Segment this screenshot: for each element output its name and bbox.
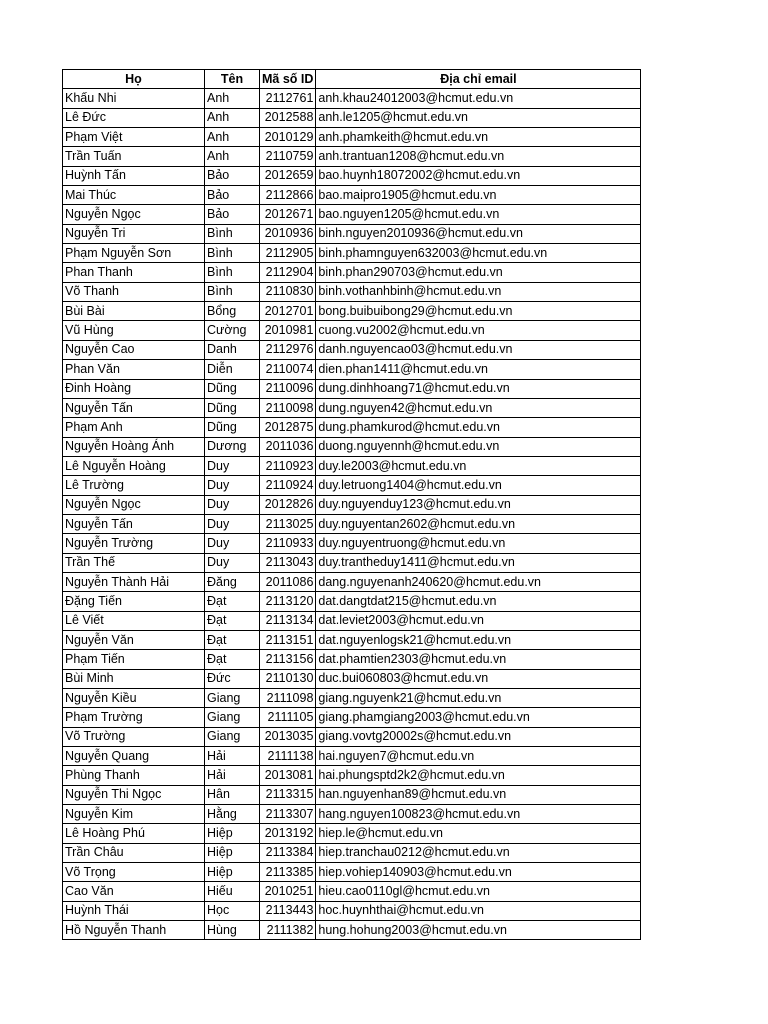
table-row xyxy=(63,360,641,379)
table-row xyxy=(63,650,641,669)
cell-id: 2110933 xyxy=(260,534,316,553)
cell-id: 2112904 xyxy=(260,263,316,282)
cell-ho: Bùi Bài xyxy=(63,302,205,321)
cell-ten: Anh xyxy=(205,89,260,108)
cell-id: 2111138 xyxy=(260,747,316,766)
cell-ten: Dũng xyxy=(205,418,260,437)
table-row xyxy=(63,205,641,224)
table-row xyxy=(63,224,641,243)
header-email: Địa chỉ email xyxy=(316,70,641,89)
cell-id: 2111098 xyxy=(260,689,316,708)
cell-ho: Nguyễn Tri xyxy=(63,224,205,243)
cell-id: 2110096 xyxy=(260,379,316,398)
cell-id: 2013192 xyxy=(260,824,316,843)
cell-email: hiep.le@hcmut.edu.vn xyxy=(316,824,641,843)
cell-ten: Hằng xyxy=(205,805,260,824)
cell-email: bao.nguyen1205@hcmut.edu.vn xyxy=(316,205,641,224)
header-ho: Họ xyxy=(63,70,205,89)
cell-ho: Phạm Nguyễn Sơn xyxy=(63,244,205,263)
cell-ten: Hân xyxy=(205,785,260,804)
cell-id: 2110098 xyxy=(260,398,316,417)
cell-email: hiep.tranchau0212@hcmut.edu.vn xyxy=(316,843,641,862)
cell-email: dat.dangtdat215@hcmut.edu.vn xyxy=(316,592,641,611)
table-row xyxy=(63,630,641,649)
cell-ten: Hùng xyxy=(205,921,260,940)
cell-ho: Lê Đức xyxy=(63,108,205,127)
cell-id: 2111382 xyxy=(260,921,316,940)
cell-email: binh.vothanhbinh@hcmut.edu.vn xyxy=(316,282,641,301)
cell-id: 2113443 xyxy=(260,901,316,920)
cell-id: 2011036 xyxy=(260,437,316,456)
cell-email: binh.phamnguyen632003@hcmut.edu.vn xyxy=(316,244,641,263)
cell-id: 2113025 xyxy=(260,514,316,533)
cell-email: hai.nguyen7@hcmut.edu.vn xyxy=(316,747,641,766)
table-row xyxy=(63,882,641,901)
cell-email: danh.nguyencao03@hcmut.edu.vn xyxy=(316,340,641,359)
cell-ho: Lê Hoàng Phú xyxy=(63,824,205,843)
table-row xyxy=(63,689,641,708)
cell-email: hang.nguyen100823@hcmut.edu.vn xyxy=(316,805,641,824)
student-email-table xyxy=(62,69,641,940)
table-row xyxy=(63,669,641,688)
cell-email: bong.buibuibong29@hcmut.edu.vn xyxy=(316,302,641,321)
table-row xyxy=(63,379,641,398)
cell-ho: Phạm Anh xyxy=(63,418,205,437)
cell-id: 2110130 xyxy=(260,669,316,688)
table-row xyxy=(63,592,641,611)
cell-id: 2110074 xyxy=(260,360,316,379)
cell-ho: Trần Thế xyxy=(63,553,205,572)
cell-ten: Bình xyxy=(205,224,260,243)
cell-email: dung.nguyen42@hcmut.edu.vn xyxy=(316,398,641,417)
cell-id: 2012659 xyxy=(260,166,316,185)
cell-email: anh.le1205@hcmut.edu.vn xyxy=(316,108,641,127)
cell-ten: Đạt xyxy=(205,630,260,649)
cell-id: 2113384 xyxy=(260,843,316,862)
cell-email: duy.le2003@hcmut.edu.vn xyxy=(316,456,641,475)
cell-ho: Nguyễn Tấn xyxy=(63,398,205,417)
cell-id: 2013081 xyxy=(260,766,316,785)
cell-email: bao.maipro1905@hcmut.edu.vn xyxy=(316,186,641,205)
cell-ten: Đức xyxy=(205,669,260,688)
cell-ho: Nguyễn Hoàng Ánh xyxy=(63,437,205,456)
cell-email: giang.nguyenk21@hcmut.edu.vn xyxy=(316,689,641,708)
cell-email: dat.leviet2003@hcmut.edu.vn xyxy=(316,611,641,630)
cell-ten: Hiệp xyxy=(205,843,260,862)
cell-ho: Nguyễn Cao xyxy=(63,340,205,359)
cell-id: 2113307 xyxy=(260,805,316,824)
cell-email: duy.nguyenduy123@hcmut.edu.vn xyxy=(316,495,641,514)
cell-ho: Hồ Nguyễn Thanh xyxy=(63,921,205,940)
cell-ho: Võ Thanh xyxy=(63,282,205,301)
cell-ten: Anh xyxy=(205,128,260,147)
table-row xyxy=(63,553,641,572)
cell-ho: Nguyễn Văn xyxy=(63,630,205,649)
cell-email: dien.phan1411@hcmut.edu.vn xyxy=(316,360,641,379)
cell-ho: Phan Thanh xyxy=(63,263,205,282)
cell-id: 2112866 xyxy=(260,186,316,205)
table-row xyxy=(63,302,641,321)
cell-id: 2113043 xyxy=(260,553,316,572)
cell-ten: Giang xyxy=(205,708,260,727)
cell-ten: Bổng xyxy=(205,302,260,321)
cell-ten: Hiệp xyxy=(205,863,260,882)
cell-id: 2010981 xyxy=(260,321,316,340)
cell-ten: Học xyxy=(205,901,260,920)
table-row xyxy=(63,186,641,205)
cell-id: 2113120 xyxy=(260,592,316,611)
cell-ten: Hiếu xyxy=(205,882,260,901)
table-row xyxy=(63,863,641,882)
table-row xyxy=(63,418,641,437)
cell-ten: Cường xyxy=(205,321,260,340)
cell-ten: Anh xyxy=(205,108,260,127)
cell-ho: Nguyễn Quang xyxy=(63,747,205,766)
cell-ho: Trần Tuấn xyxy=(63,147,205,166)
cell-ho: Võ Trọng xyxy=(63,863,205,882)
table-row xyxy=(63,727,641,746)
cell-id: 2011086 xyxy=(260,572,316,591)
cell-id: 2010936 xyxy=(260,224,316,243)
cell-ho: Mai Thúc xyxy=(63,186,205,205)
table-row xyxy=(63,824,641,843)
table-row xyxy=(63,456,641,475)
cell-ho: Lê Viết xyxy=(63,611,205,630)
cell-ho: Phùng Thanh xyxy=(63,766,205,785)
table-row xyxy=(63,747,641,766)
cell-email: dat.nguyenlogsk21@hcmut.edu.vn xyxy=(316,630,641,649)
cell-id: 2110759 xyxy=(260,147,316,166)
table-row xyxy=(63,921,641,940)
cell-ten: Bình xyxy=(205,263,260,282)
cell-email: dang.nguyenanh240620@hcmut.edu.vn xyxy=(316,572,641,591)
cell-ho: Nguyễn Ngọc xyxy=(63,495,205,514)
cell-ho: Nguyễn Thành Hải xyxy=(63,572,205,591)
table-row xyxy=(63,128,641,147)
cell-ho: Vũ Hùng xyxy=(63,321,205,340)
cell-email: cuong.vu2002@hcmut.edu.vn xyxy=(316,321,641,340)
cell-ten: Bảo xyxy=(205,166,260,185)
cell-id: 2010251 xyxy=(260,882,316,901)
table-row xyxy=(63,495,641,514)
cell-ho: Trần Châu xyxy=(63,843,205,862)
cell-id: 2012826 xyxy=(260,495,316,514)
cell-email: hoc.huynhthai@hcmut.edu.vn xyxy=(316,901,641,920)
cell-email: binh.phan290703@hcmut.edu.vn xyxy=(316,263,641,282)
cell-ten: Bình xyxy=(205,244,260,263)
cell-ten: Duy xyxy=(205,553,260,572)
cell-email: han.nguyenhan89@hcmut.edu.vn xyxy=(316,785,641,804)
cell-ten: Bảo xyxy=(205,186,260,205)
table-row xyxy=(63,476,641,495)
table-row xyxy=(63,89,641,108)
cell-ten: Anh xyxy=(205,147,260,166)
cell-id: 2113151 xyxy=(260,630,316,649)
cell-ten: Đăng xyxy=(205,572,260,591)
table-row xyxy=(63,108,641,127)
cell-ten: Đạt xyxy=(205,611,260,630)
cell-email: anh.phamkeith@hcmut.edu.vn xyxy=(316,128,641,147)
cell-email: duy.trantheduy1411@hcmut.edu.vn xyxy=(316,553,641,572)
table-row xyxy=(63,534,641,553)
cell-ten: Duy xyxy=(205,476,260,495)
cell-email: dung.dinhhoang71@hcmut.edu.vn xyxy=(316,379,641,398)
cell-id: 2012588 xyxy=(260,108,316,127)
cell-id: 2113134 xyxy=(260,611,316,630)
cell-ho: Phạm Việt xyxy=(63,128,205,147)
cell-id: 2013035 xyxy=(260,727,316,746)
cell-id: 2112905 xyxy=(260,244,316,263)
cell-email: giang.phamgiang2003@hcmut.edu.vn xyxy=(316,708,641,727)
cell-email: duy.nguyentan2602@hcmut.edu.vn xyxy=(316,514,641,533)
cell-ho: Phan Văn xyxy=(63,360,205,379)
table-row xyxy=(63,766,641,785)
cell-email: duong.nguyennh@hcmut.edu.vn xyxy=(316,437,641,456)
cell-email: anh.khau24012003@hcmut.edu.vn xyxy=(316,89,641,108)
cell-email: duy.letruong1404@hcmut.edu.vn xyxy=(316,476,641,495)
cell-id: 2010129 xyxy=(260,128,316,147)
cell-ten: Đạt xyxy=(205,650,260,669)
cell-email: dat.phamtien2303@hcmut.edu.vn xyxy=(316,650,641,669)
cell-ho: Lê Nguyễn Hoàng xyxy=(63,456,205,475)
cell-id: 2113385 xyxy=(260,863,316,882)
cell-ho: Bùi Minh xyxy=(63,669,205,688)
header-ten: Tên xyxy=(205,70,260,89)
cell-ten: Dũng xyxy=(205,379,260,398)
cell-ho: Nguyễn Trường xyxy=(63,534,205,553)
cell-ho: Nguyễn Thi Ngọc xyxy=(63,785,205,804)
cell-ten: Bảo xyxy=(205,205,260,224)
cell-ten: Hải xyxy=(205,766,260,785)
cell-ho: Nguyễn Tấn xyxy=(63,514,205,533)
cell-email: duy.nguyentruong@hcmut.edu.vn xyxy=(316,534,641,553)
cell-ho: Cao Văn xyxy=(63,882,205,901)
cell-ten: Dũng xyxy=(205,398,260,417)
table-row xyxy=(63,398,641,417)
table-row xyxy=(63,708,641,727)
cell-ho: Phạm Tiến xyxy=(63,650,205,669)
cell-email: hung.hohung2003@hcmut.edu.vn xyxy=(316,921,641,940)
table-row xyxy=(63,166,641,185)
cell-email: hai.phungsptd2k2@hcmut.edu.vn xyxy=(316,766,641,785)
cell-ho: Nguyễn Kiều xyxy=(63,689,205,708)
table-row xyxy=(63,321,641,340)
cell-ho: Huỳnh Thái xyxy=(63,901,205,920)
cell-ho: Phạm Trường xyxy=(63,708,205,727)
cell-ten: Hải xyxy=(205,747,260,766)
cell-id: 2012875 xyxy=(260,418,316,437)
cell-ten: Duy xyxy=(205,456,260,475)
cell-id: 2110923 xyxy=(260,456,316,475)
cell-id: 2112976 xyxy=(260,340,316,359)
cell-id: 2012701 xyxy=(260,302,316,321)
cell-id: 2110830 xyxy=(260,282,316,301)
cell-id: 2113315 xyxy=(260,785,316,804)
cell-id: 2112761 xyxy=(260,89,316,108)
table-row xyxy=(63,805,641,824)
cell-id: 2012671 xyxy=(260,205,316,224)
cell-ten: Giang xyxy=(205,727,260,746)
table-row xyxy=(63,514,641,533)
cell-ho: Đặng Tiến xyxy=(63,592,205,611)
table-row xyxy=(63,282,641,301)
cell-ten: Danh xyxy=(205,340,260,359)
cell-ten: Hiệp xyxy=(205,824,260,843)
header-row xyxy=(63,70,641,89)
cell-ten: Diễn xyxy=(205,360,260,379)
cell-email: dung.phamkurod@hcmut.edu.vn xyxy=(316,418,641,437)
cell-email: giang.vovtg20002s@hcmut.edu.vn xyxy=(316,727,641,746)
cell-email: duc.bui060803@hcmut.edu.vn xyxy=(316,669,641,688)
cell-id: 2113156 xyxy=(260,650,316,669)
cell-ho: Đinh Hoàng xyxy=(63,379,205,398)
table-row xyxy=(63,843,641,862)
cell-email: binh.nguyen2010936@hcmut.edu.vn xyxy=(316,224,641,243)
cell-ho: Nguyễn Kim xyxy=(63,805,205,824)
cell-ten: Duy xyxy=(205,495,260,514)
cell-ten: Dương xyxy=(205,437,260,456)
cell-ho: Nguyễn Ngọc xyxy=(63,205,205,224)
table-row xyxy=(63,147,641,166)
table-row xyxy=(63,340,641,359)
table-row xyxy=(63,901,641,920)
cell-email: bao.huynh18072002@hcmut.edu.vn xyxy=(316,166,641,185)
cell-ten: Duy xyxy=(205,514,260,533)
cell-ho: Huỳnh Tấn xyxy=(63,166,205,185)
cell-ho: Lê Trường xyxy=(63,476,205,495)
cell-email: hiep.vohiep140903@hcmut.edu.vn xyxy=(316,863,641,882)
cell-email: hieu.cao0110gl@hcmut.edu.vn xyxy=(316,882,641,901)
table-row xyxy=(63,244,641,263)
table-row xyxy=(63,785,641,804)
cell-ten: Bình xyxy=(205,282,260,301)
cell-id: 2111105 xyxy=(260,708,316,727)
table-row xyxy=(63,572,641,591)
cell-ho: Võ Trường xyxy=(63,727,205,746)
cell-ten: Đạt xyxy=(205,592,260,611)
table-row xyxy=(63,263,641,282)
cell-ho: Khấu Nhi xyxy=(63,89,205,108)
cell-ten: Giang xyxy=(205,689,260,708)
header-id: Mã số ID xyxy=(260,70,316,89)
table-row xyxy=(63,611,641,630)
cell-ten: Duy xyxy=(205,534,260,553)
table-row xyxy=(63,437,641,456)
cell-email: anh.trantuan1208@hcmut.edu.vn xyxy=(316,147,641,166)
cell-id: 2110924 xyxy=(260,476,316,495)
